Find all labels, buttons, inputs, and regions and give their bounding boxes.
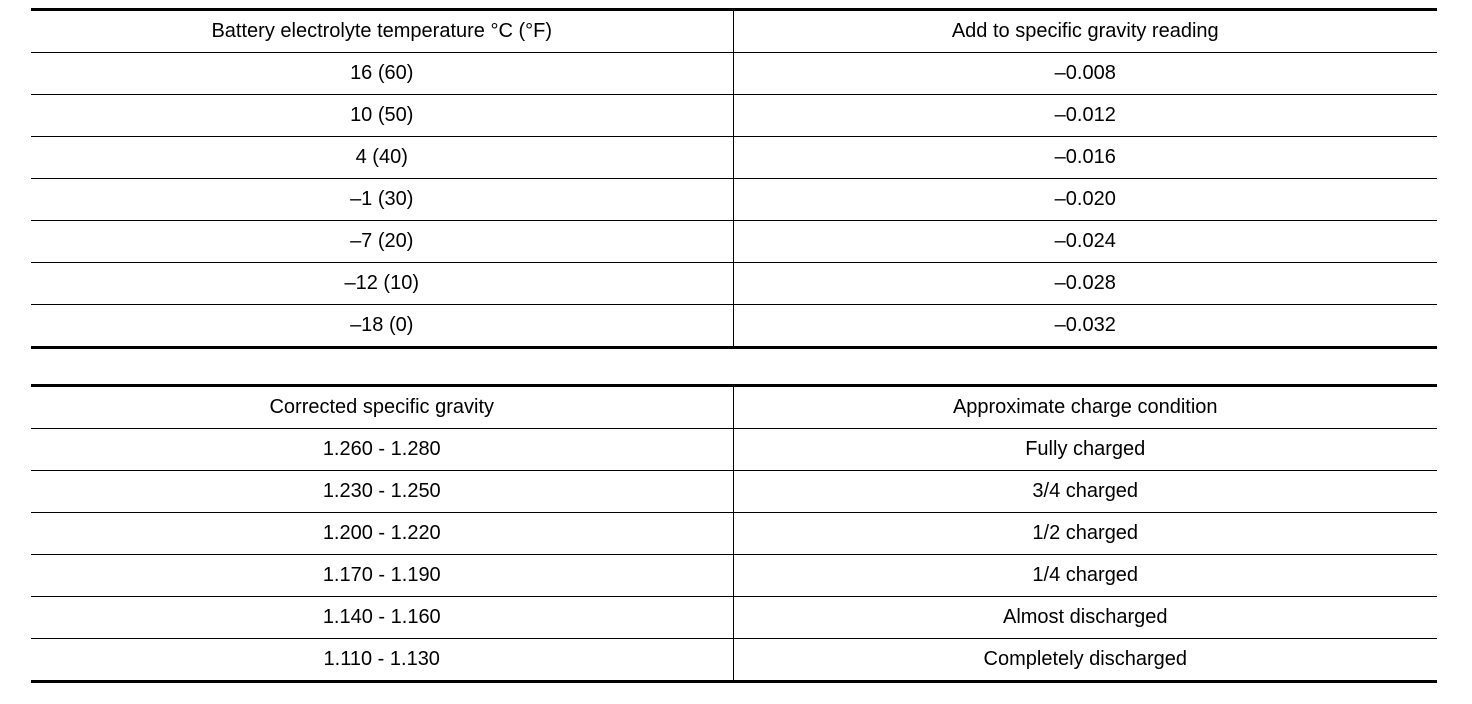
charge-condition-cell: 1/4 charged (733, 555, 1437, 597)
table-row (31, 305, 1437, 348)
charge-condition-cell: 3/4 charged (733, 471, 1437, 513)
adjustment-cell: –0.012 (733, 95, 1437, 137)
charge-condition-cell: Fully charged (733, 429, 1437, 471)
charge-condition-cell: Almost discharged (733, 597, 1437, 639)
gravity-range-cell: 1.230 - 1.250 (31, 471, 733, 513)
table-row (31, 263, 1437, 305)
temperature-cell: –1 (30) (31, 179, 733, 221)
gravity-range-cell: 1.140 - 1.160 (31, 597, 733, 639)
adjustment-cell: –0.028 (733, 263, 1437, 305)
table-row (31, 513, 1437, 555)
column-header-corrected-gravity: Corrected specific gravity (31, 386, 733, 429)
adjustment-cell: –0.008 (733, 53, 1437, 95)
table-header-row (31, 10, 1437, 53)
gravity-range-cell: 1.170 - 1.190 (31, 555, 733, 597)
adjustment-cell: –0.020 (733, 179, 1437, 221)
table-row (31, 221, 1437, 263)
table-row (31, 597, 1437, 639)
table-row (31, 53, 1437, 95)
table-row (31, 639, 1437, 682)
adjustment-cell: –0.016 (733, 137, 1437, 179)
adjustment-cell: –0.032 (733, 305, 1437, 348)
table-row (31, 179, 1437, 221)
charge-condition-cell: Completely discharged (733, 639, 1437, 682)
adjustment-cell: –0.024 (733, 221, 1437, 263)
column-header-temperature: Battery electrolyte temperature °C (°F) (31, 10, 733, 53)
gravity-range-cell: 1.260 - 1.280 (31, 429, 733, 471)
temperature-cell: 4 (40) (31, 137, 733, 179)
temperature-cell: 10 (50) (31, 95, 733, 137)
charge-condition-table (31, 384, 1437, 683)
table-row (31, 95, 1437, 137)
gravity-range-cell: 1.200 - 1.220 (31, 513, 733, 555)
column-header-gravity-adjustment: Add to specific gravity reading (733, 10, 1437, 53)
table-row (31, 471, 1437, 513)
temperature-cell: 16 (60) (31, 53, 733, 95)
temperature-cell: –7 (20) (31, 221, 733, 263)
temperature-cell: –18 (0) (31, 305, 733, 348)
table-row (31, 429, 1437, 471)
temperature-correction-table (31, 8, 1437, 349)
column-header-charge-condition: Approximate charge condition (733, 386, 1437, 429)
charge-condition-cell: 1/2 charged (733, 513, 1437, 555)
table-row (31, 137, 1437, 179)
table-header-row (31, 386, 1437, 429)
gravity-range-cell: 1.110 - 1.130 (31, 639, 733, 682)
temperature-cell: –12 (10) (31, 263, 733, 305)
table-row (31, 555, 1437, 597)
